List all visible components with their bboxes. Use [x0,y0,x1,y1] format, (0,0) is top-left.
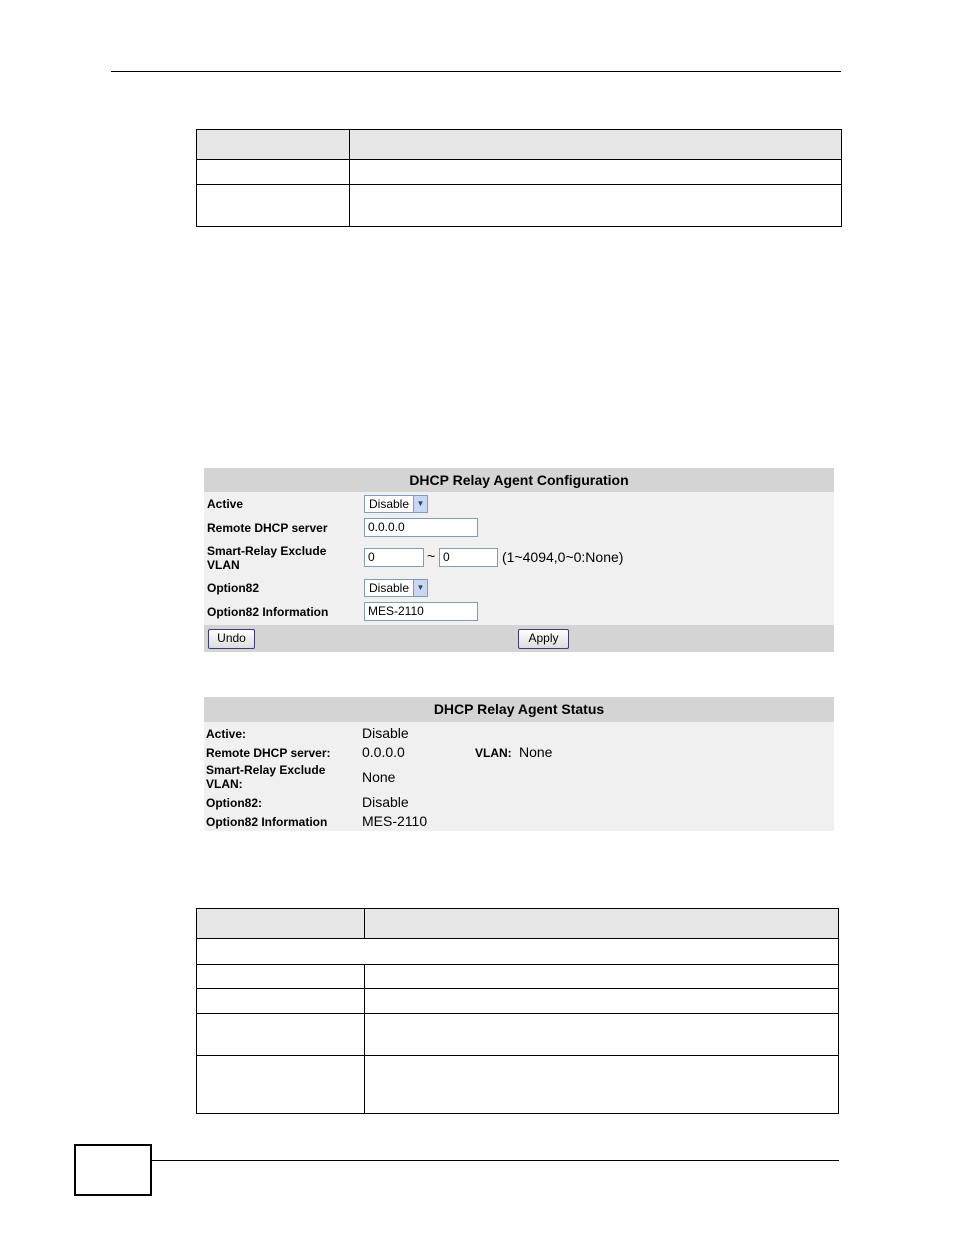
active-select[interactable] [364,495,428,513]
exclude-vlan-hint: (1~4094,0~0:None) [502,549,624,565]
exclude-vlan-separator: ~ [427,548,436,564]
option82-info-label: Option82 Information [207,605,329,619]
status-panel [204,697,834,831]
status-remote-server-value: 0.0.0.0 [362,744,405,760]
table-row [197,160,842,185]
status-vlan-value: None [519,744,553,760]
status-option82-label: Option82: [206,796,262,810]
status-exclude-vlan-value: None [362,769,396,785]
exclude-vlan-to-input[interactable]: 0 [439,548,498,567]
footer-rule [151,1160,839,1161]
table-row [197,185,842,227]
status-option82-info-value: MES-2110 [362,813,428,829]
exclude-vlan-label: Smart-Relay Exclude VLAN [207,544,327,572]
option82-select-value: Disable [369,581,410,595]
status-remote-server-label: Remote DHCP server: [206,746,331,760]
status-vlan-label: VLAN: [475,746,512,760]
status-option82-value: Disable [362,794,409,810]
option82-info-input[interactable]: MES-2110 [364,602,478,621]
top-doc-table [196,129,842,227]
status-active-value: Disable [362,725,409,741]
status-panel-title: DHCP Relay Agent Status [204,697,834,722]
config-panel-title: DHCP Relay Agent Configuration [204,468,834,492]
apply-button[interactable]: Apply [518,629,569,649]
status-option82-info-label: Option82 Information [206,815,328,829]
table-row [197,1056,839,1114]
status-active-label: Active: [206,727,247,741]
table-row [197,965,839,989]
config-panel [204,468,834,652]
chevron-down-icon[interactable]: ▼ [413,580,427,596]
active-label: Active [207,497,244,511]
exclude-vlan-from-input[interactable]: 0 [364,548,424,567]
active-select-value: Disable [369,497,410,511]
table-row [197,1014,839,1056]
remote-server-label: Remote DHCP server [207,521,328,535]
page-number-box [74,1144,152,1196]
table-row [197,939,839,965]
chevron-down-icon[interactable]: ▼ [413,496,427,512]
table-row [197,989,839,1014]
undo-button[interactable]: Undo [208,629,255,649]
status-exclude-vlan-label: Smart-Relay Exclude VLAN: [206,763,326,791]
option82-select[interactable] [364,579,428,597]
option82-label: Option82 [207,581,260,595]
button-bar [204,625,834,652]
table-row [197,909,839,939]
remote-server-input[interactable]: 0.0.0.0 [364,518,478,537]
header-rule [111,71,841,72]
bottom-doc-table [196,908,839,1114]
table-row [197,130,842,160]
